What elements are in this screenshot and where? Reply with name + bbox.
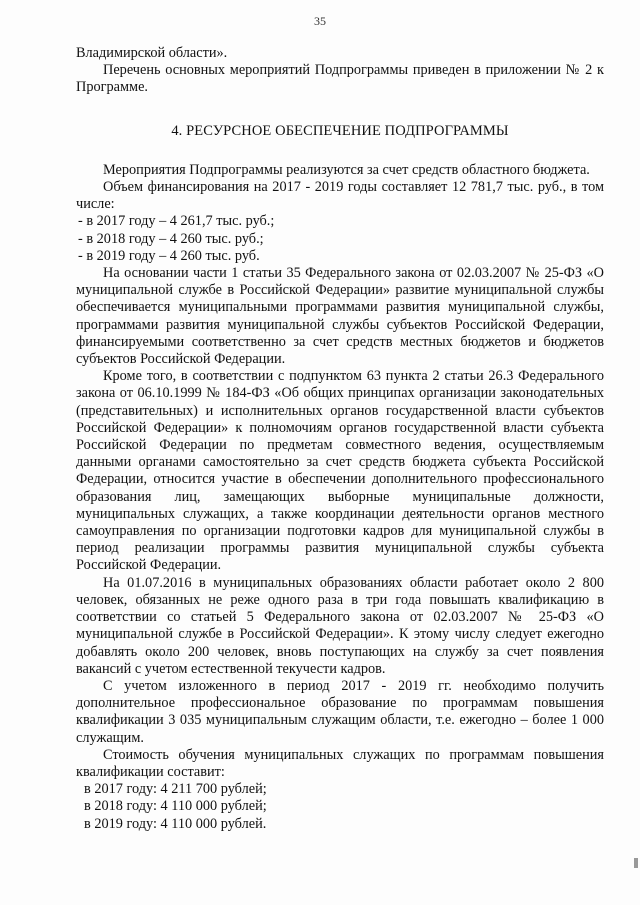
paragraph-legal-basis: На основании части 1 статьи 35 Федерального закона от 02.03.2007 № 25-ФЗ «О муниципальной службе в Российской Федерации» развитие муниципальной службы обеспечивается муниципальными программами развития муниципальной службы, программами развития муниципальной службы субъектов Российской Федерации, финансируемыми соответственно за счет средств местных бюджетов и бюджетов субъектов Российской Федерации. — [76, 265, 604, 368]
paragraph-training-cost: Стоимость обучения муниципальных служащих по программам повышения квалификации составит: — [76, 746, 604, 780]
paragraph-training-need: С учетом изложенного в период 2017 - 2019 гг. необходимо получить дополнительное профессиональное образование по программам повышения квалификации 3 035 муниципальным служащим области, т.е. ежегодно – более 1 000 служащим. — [76, 677, 604, 746]
paragraph-activities-list: Перечень основных мероприятий Подпрограммы приведен в приложении № 2 к Программе. — [76, 62, 604, 96]
paragraph-funding-source: Мероприятия Подпрограммы реализуются за счет средств областного бюджета. — [103, 161, 590, 178]
page-body — [76, 45, 604, 833]
scan-edge-mark — [634, 858, 638, 868]
list-item-cost-2019: в 2019 году: 4 110 000 рублей. — [84, 815, 267, 832]
list-item-funding-2018: - в 2018 году – 4 260 тыс. руб.; — [78, 230, 264, 247]
list-item-funding-2019: - в 2019 году – 4 260 тыс. руб. — [78, 247, 260, 264]
list-item-cost-2017: в 2017 году: 4 211 700 рублей; — [84, 781, 267, 798]
page-number: 35 — [314, 14, 326, 28]
paragraph-staff-count: На 01.07.2016 в муниципальных образованиях области работает около 2 800 человек, обязанных не реже одного раза в три года повышать квалификацию в соответствии со статьей 5 Федерального закона от 02.03.2007 № 25-ФЗ «О муниципальной службе в Российской Федерации». К этому числу следует ежегодно добавлять около 200 человек, вновь поступающих на службу за счет появления вакансий с учетом естественной текучести кадров. — [76, 574, 604, 677]
section-title: 4. РЕСУРСНОЕ ОБЕСПЕЧЕНИЕ ПОДПРОГРАММЫ — [171, 122, 509, 139]
list-item-cost-2018: в 2018 году: 4 110 000 рублей; — [84, 798, 267, 815]
paragraph-region-end: Владимирской области». — [76, 45, 228, 61]
list-item-funding-2017: - в 2017 году – 4 261,7 тыс. руб.; — [78, 213, 275, 230]
paragraph-funding-volume: Объем финансирования на 2017 - 2019 годы составляет 12 781,7 тыс. руб., в том числе: — [76, 179, 604, 213]
paragraph-federal-law-powers: Кроме того, в соответствии с подпунктом 63 пункта 2 статьи 26.3 Федерального закона от 06.10.1999 № 184-ФЗ «Об общих принципах организации законодательных (представительных) и исполнительных органов государственной власти субъектов Российской Федерации» к полномочиям органов государственной власти субъекта Российской Федерации по предметам совместного ведения, осуществляемым данными органами самостоятельно за счет средств бюджета субъекта Российской Федерации, относится участие в обеспечении дополнительного профессионального образования лиц, замещающих выборные муниципальные должности, муниципальных служащих, а также координации деятельности органов местного самоуправления по организации подготовки кадров для муниципальной службы в период реализации программы развития муниципальной службы субъекта Российской Федерации. — [76, 368, 604, 574]
